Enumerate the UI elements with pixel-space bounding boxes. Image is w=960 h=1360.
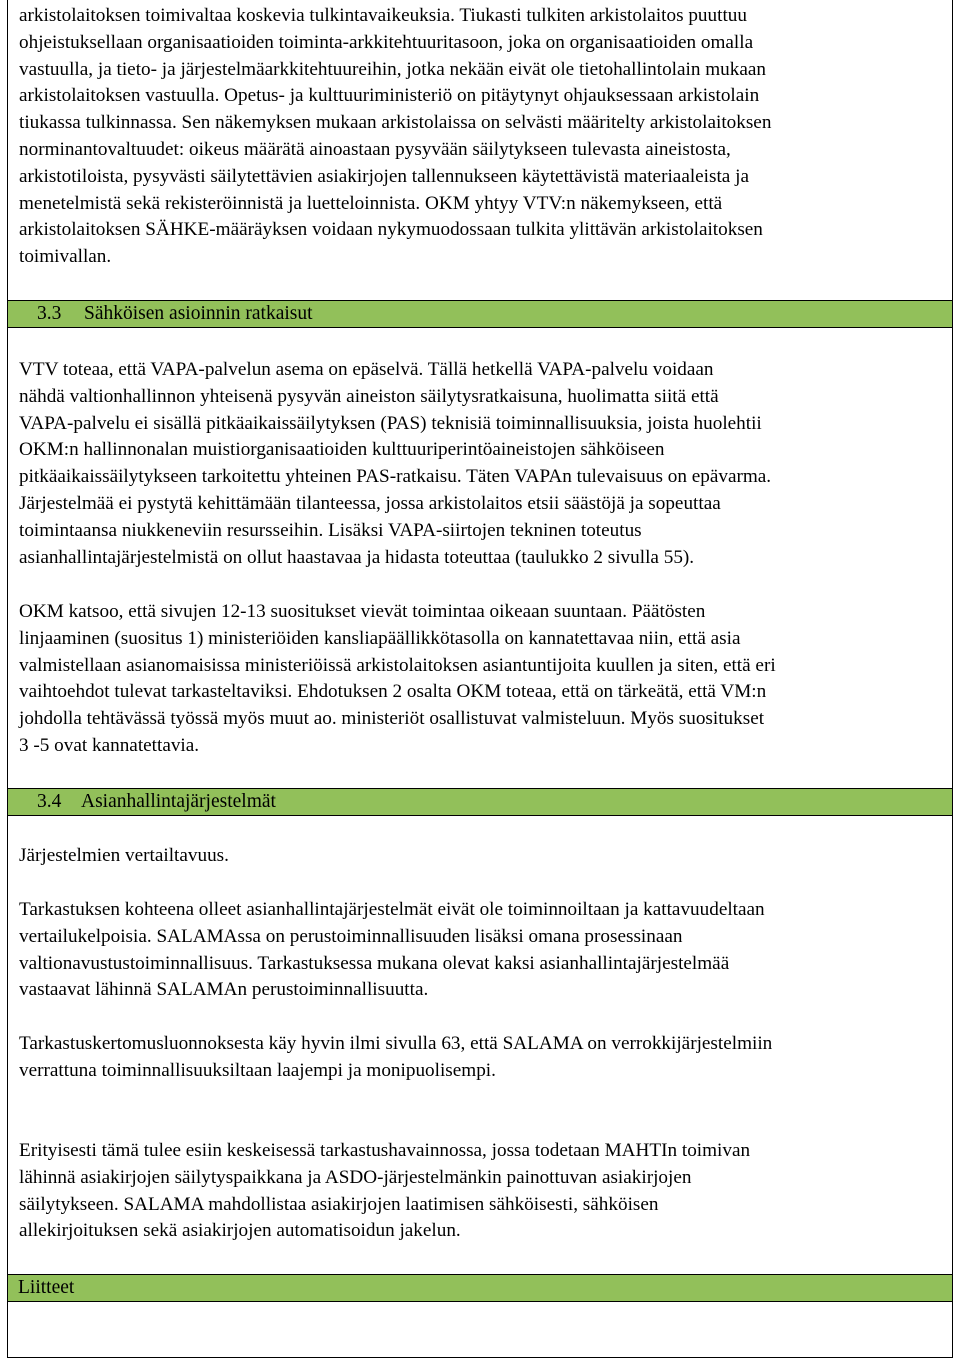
section-title: Liitteet	[18, 1277, 75, 1298]
section-heading-liitteet	[8, 1274, 952, 1302]
section-3-3-paragraph-2: OKM katsoo, että sivujen 12-13 suositukset vievät toimintaa oikeaan suuntaan. Päätösten linjaaminen (suositus 1) ministeriöiden kansliapäällikkötasolla on kannatettavaa niin, että asia valmistellaan asianomaisissa ministeriöissä arkistolaitoksen asiantuntijoita kuullen ja siten, että eri vaihtoehdot tulevat tarkasteltaviksi. Ehdotuksen 2 osalta OKM toteaa, että on tärkeätä, että VM:n johdolla tehtävässä työssä myös muut ao. ministeriöt osallistuvat valmisteluun. Myös suositukset 3 -5 ovat kannatettavia.	[19, 601, 776, 756]
section-3-4-paragraph-1: Järjestelmien vertailtavuus.	[19, 845, 229, 866]
section-heading-3-3	[8, 300, 952, 328]
document-page	[7, 0, 953, 1358]
section-number: 3.3	[37, 303, 62, 324]
section-3-4-paragraph-4: Erityisesti tämä tulee esiin keskeisessä tarkastushavainnossa, jossa todetaan MAHTIn toimivan lähinnä asiakirjojen säilytyspaikkana ja ASDO-järjestelmänkin painottuvan asiakirjojen säilytykseen. SALAMA mahdollistaa asiakirjojen laatimisen sähköisesti, sähköisen allekirjoituksen sekä asiakirjojen automatisoidun jakelun.	[19, 1140, 751, 1242]
section-3-4-paragraph-3: Tarkastuskertomusluonnoksesta käy hyvin ilmi sivulla 63, että SALAMA on verrokkijärjestelmiin verrattuna toiminnallisuuksiltaan laajempi ja monipuolisempi.	[19, 1033, 773, 1081]
section-title: Asianhallintajärjestelmät	[81, 791, 276, 812]
section-heading-3-4	[8, 788, 952, 816]
intro-paragraph: arkistolaitoksen toimivaltaa koskevia tulkintavaikeuksia. Tiukasti tulkiten arkistolaitos puuttuu ohjeistuksellaan organisaatioiden toiminta-arkkitehtuuritasoon, joka on organisaatioiden omalla vastuulla, ja tieto- ja järjestelmäarkkitehtuureihin, jotka nekään eivät ole tietohallintolain mukaan arkistolaitoksen vastuulla. Opetus- ja kulttuuriministeriö on pitäytynyt ohjauksessaan arkistolain tiukassa tulkinnassa. Sen näkemyksen mukaan arkistolaissa on selvästi määritelty arkistolaitoksen norminantovaltuudet: oikeus määrätä ainoastaan pysyvään säilytykseen tulevasta aineistosta, arkistotiloista, pysyvästi säilytettävien asiakirjojen tallennukseen käytettävistä materiaaleista ja menetelmistä sekä rekisteröinnistä ja luetteloinnista. OKM yhtyy VTV:n näkemykseen, että arkistolaitoksen SÄHKE-määräyksen voidaan nykymuodossaan tulkita ylittävän arkistolaitoksen toimivallan.	[19, 5, 772, 268]
section-3-3-paragraph-1: VTV toteaa, että VAPA-palvelun asema on epäselvä. Tällä hetkellä VAPA-palvelu voidaan nähdä valtionhallinnon yhteisenä pysyvän aineiston säilytysratkaisuna, huolimatta siitä että VAPA-palvelu ei sisällä pitkäaikaissäilytyksen (PAS) teknisiä toiminnallisuuksia, joista huolehtii OKM:n hallinnonalan muistiorganisaatioiden kulttuuriperintöaineistojen sähköiseen pitkäaikaissäilytykseen tarkoitettu yhteinen PAS-ratkaisu. Täten VAPAn tulevaisuus on epävarma. Järjestelmää ei pystytä kehittämään tilanteessa, jossa arkistolaitos etsii säästöjä ja sopeuttaa toimintaansa niukkeneviin resursseihin. Lisäksi VAPA-siirtojen tekninen toteutus asianhallintajärjestelmistä on ollut haastavaa ja hidasta toteuttaa (taulukko 2 sivulla 55).	[19, 359, 772, 568]
section-3-4-paragraph-2: Tarkastuksen kohteena olleet asianhallintajärjestelmät eivät ole toiminnoiltaan ja kattavuudeltaan vertailukelpoisia. SALAMAssa on perustoiminnallisuuden lisäksi omana prosessinaan valtionavustustoiminnallisuus. Tarkastuksessa mukana olevat kaksi asianhallintajärjestelmää vastaavat lähinnä SALAMAn perustoiminnallisuutta.	[19, 899, 765, 1001]
section-number: 3.4	[37, 791, 62, 812]
section-title: Sähköisen asioinnin ratkaisut	[84, 303, 313, 324]
